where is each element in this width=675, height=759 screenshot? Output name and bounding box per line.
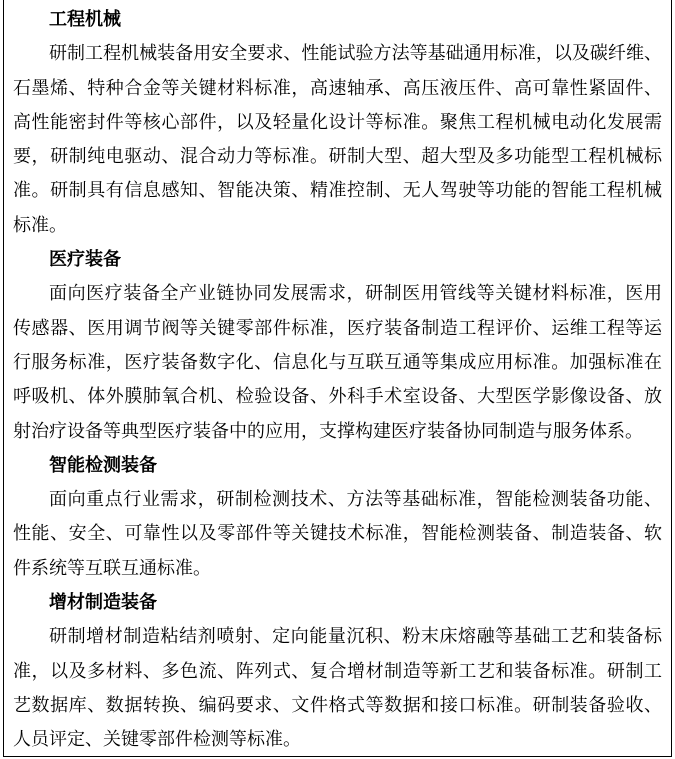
paragraph-line: 人员评定、关键零部件检测等标准。	[13, 729, 301, 751]
paragraph-line: 研制工程机械装备用安全要求、性能试验方法等基础通用标准，以及碳纤维、	[49, 43, 662, 65]
paragraph-line: 石墨烯、特种合金等关键材料标准，高速轴承、高压液压件、高可靠性紧固件、	[13, 77, 662, 99]
paragraph-line: 传感器、医用调节阀等关键零部件标准，医疗装备制造工程评价、运维工程等运	[13, 317, 662, 339]
paragraph-line: 高性能密封件等核心部件，以及轻量化设计等标准。聚焦工程机械电动化发展需	[13, 111, 662, 133]
paragraph-line: 要，研制纯电驱动、混合动力等标准。研制大型、超大型及多功能型工程机械标	[13, 146, 662, 168]
paragraph-line: 行服务标准，医疗装备数字化、信息化与互联互通等集成应用标准。加强标准在	[13, 351, 662, 373]
paragraph-line: 准。研制具有信息感知、智能决策、精准控制、无人驾驶等功能的智能工程机械	[13, 180, 662, 202]
section-heading: 增材制造装备	[49, 592, 157, 614]
paragraph-line: 研制增材制造粘结剂喷射、定向能量沉积、粉末床熔融等基础工艺和装备标	[49, 626, 662, 648]
paragraph-line: 面向医疗装备全产业链协同发展需求，研制医用管线等关键材料标准，医用	[49, 283, 662, 305]
section-heading: 工程机械	[49, 9, 121, 30]
paragraph-line: 面向重点行业需求，研制检测技术、方法等基础标准，智能检测装备功能、	[49, 489, 662, 511]
paragraph-line: 射治疗设备等典型医疗装备中的应用，支撑构建医疗装备协同制造与服务体系。	[13, 420, 643, 442]
paragraph-line: 呼吸机、体外膜肺氧合机、检验设备、外科手术室设备、大型医学影像设备、放	[13, 386, 662, 408]
paragraph-line: 性能、安全、可靠性以及零部件等关键技术标准，智能检测装备、制造装备、软	[13, 523, 662, 545]
section-heading: 医疗装备	[49, 249, 121, 271]
paragraph-line: 艺数据库、数据转换、编码要求、文件格式等数据和接口标准。研制装备验收、	[13, 694, 662, 716]
document-box	[3, 0, 672, 757]
paragraph-line: 准，以及多材料、多色流、阵列式、复合增材制造等新工艺和装备标准。研制工	[13, 660, 662, 682]
paragraph-line: 标准。	[13, 214, 67, 236]
section-heading: 智能检测装备	[49, 454, 157, 476]
paragraph-line: 件系统等互联互通标准。	[13, 557, 211, 579]
